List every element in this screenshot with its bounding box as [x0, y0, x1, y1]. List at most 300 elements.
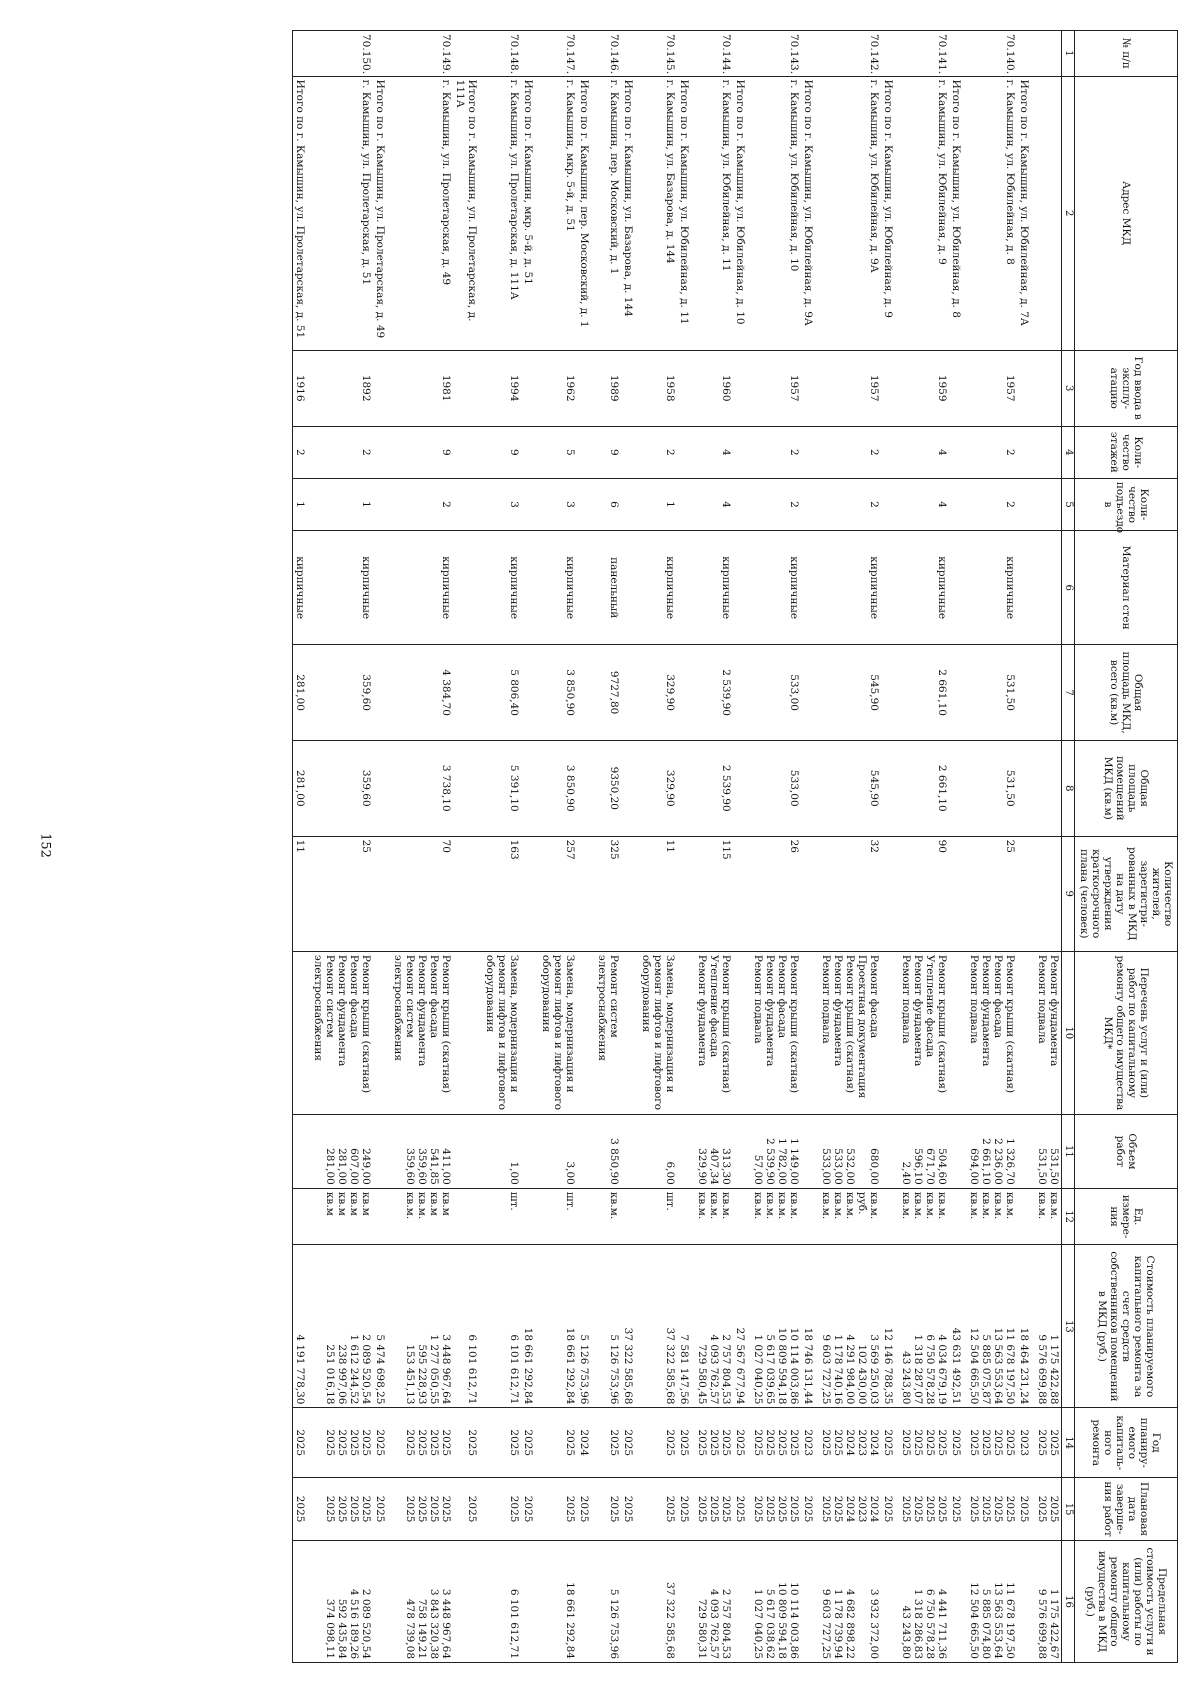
wall-material-cell: [949, 531, 967, 645]
cost-cell: 18 661 292,84: [539, 1245, 577, 1408]
summary-row: [1017, 31, 1035, 1663]
floors-cell: 2: [751, 426, 801, 478]
address-cell: г. Камышин, ул. Юбилейная, д. 9А: [819, 76, 881, 350]
residents-cell: 257: [539, 836, 577, 951]
entrances-cell: 6: [595, 478, 621, 530]
table-row: [311, 31, 373, 1663]
address-cell: Итого по г. Камышин, пер. Московский, д. 1: [577, 76, 595, 350]
year-built-cell: 1957: [967, 350, 1017, 426]
repair-year-cell: 2024: [577, 1408, 595, 1478]
wall-material-cell: [881, 531, 899, 645]
premises-area-cell: 2 539,90: [695, 740, 733, 836]
total-area-cell: 329,90: [639, 645, 677, 741]
address-cell: г. Камышин, ул. Пролетарская, д. 111А: [483, 76, 521, 350]
column-number: 1: [1062, 31, 1075, 77]
total-area-cell: [733, 645, 751, 741]
unit-cell: [453, 1188, 483, 1245]
cost-cell: 3 569 250,03 102 430,00 4 291 984,00 1 178 740,16 9 603 727,25: [819, 1245, 881, 1408]
column-header: Количество жителей, зарегистри-рованных в МКД на дату утверждения краткосрочного плана (человек): [1075, 836, 1178, 951]
year-built-cell: 1959: [899, 350, 949, 426]
works-list-cell: Ремонт крыши (скатная) Утепление фасада Ремонт фундамента Ремонт подвала: [899, 951, 949, 1114]
repair-plan-table: [292, 30, 1178, 1663]
end-date-cell: 2025: [621, 1478, 639, 1541]
entrances-cell: [373, 478, 391, 530]
total-area-cell: 359,60: [311, 645, 373, 741]
wall-material-cell: [801, 531, 819, 645]
volume-cell: [733, 1114, 751, 1188]
summary-row: [577, 31, 595, 1663]
summary-row: [521, 31, 539, 1663]
repair-year-cell: 2025 2025 2025 2025: [751, 1408, 801, 1478]
end-date-cell: 2025: [577, 1478, 595, 1541]
column-header: Перечень услуг и (или) работ по капитальному ремонту общего имущества МКД*: [1075, 951, 1178, 1114]
floors-cell: [621, 426, 639, 478]
premises-area-cell: 281,00: [293, 740, 312, 836]
works-list-cell: [881, 951, 899, 1114]
cost-cell: 2 757 804,53 4 093 762,57 729 580,45: [695, 1245, 733, 1408]
limit-cost-cell: 3 932 372,00 4 682 898,22 1 178 739,94 9 603 727,25: [819, 1541, 881, 1663]
premises-area-cell: [521, 740, 539, 836]
floors-cell: 9: [391, 426, 453, 478]
total-area-cell: 5 806,40: [483, 645, 521, 741]
total-area-cell: 2 539,90: [695, 645, 733, 741]
wall-material-cell: панельный: [595, 531, 621, 645]
entrances-cell: [677, 478, 695, 530]
total-area-cell: [373, 645, 391, 741]
end-date-cell: 2025: [677, 1478, 695, 1541]
limit-cost-cell: [293, 1541, 312, 1663]
year-built-cell: 1957: [819, 350, 881, 426]
address-cell: Итого по г. Камышин, ул. Базарова, д. 144: [621, 76, 639, 350]
row-number: 70.141.: [899, 31, 949, 77]
column-header: Предельная стоимость услуги и (или) работы по капитальному ремонту общего имущества в МКД (руб.): [1075, 1541, 1178, 1663]
address-cell: г. Камышин, ул. Базарова, д. 144: [639, 76, 677, 350]
cost-cell: 1 175 422,88 9 576 699,88: [1035, 1245, 1062, 1408]
end-date-cell: 2025: [453, 1478, 483, 1541]
unit-cell: [1017, 1188, 1035, 1245]
end-date-cell: 2025: [595, 1478, 621, 1541]
end-date-cell: 2025: [1017, 1478, 1035, 1541]
wall-material-cell: кирпичные: [967, 531, 1017, 645]
unit-cell: [881, 1188, 899, 1245]
row-number: [1017, 31, 1035, 77]
cost-cell: 6 101 612,71: [453, 1245, 483, 1408]
column-number: 11: [1062, 1114, 1075, 1188]
unit-cell: кв.м. кв.м.: [1035, 1188, 1062, 1245]
repair-year-cell: 2025: [453, 1408, 483, 1478]
entrances-cell: [1017, 478, 1035, 530]
repair-year-cell: 2023: [1017, 1408, 1035, 1478]
cost-cell: 4 191 778,30: [293, 1245, 312, 1408]
cost-cell: 5 126 753,96: [577, 1245, 595, 1408]
repair-year-cell: 2025: [677, 1408, 695, 1478]
unit-cell: кв.м.: [595, 1188, 621, 1245]
column-number: 14: [1062, 1408, 1075, 1478]
cost-cell: 4 034 679,19 6 750 578,28 1 318 287,07 43 243,80: [899, 1245, 949, 1408]
wall-material-cell: кирпичные: [539, 531, 577, 645]
works-list-cell: Ремонт систем электроснабжения: [595, 951, 621, 1114]
unit-cell: кв.м кв.м кв.м. кв.м.: [391, 1188, 453, 1245]
address-cell: Итого по г. Камышин, ул. Юбилейная, д. 10: [733, 76, 751, 350]
floors-cell: 2: [819, 426, 881, 478]
residents-cell: [373, 836, 391, 951]
premises-area-cell: [881, 740, 899, 836]
column-header: Стоимость планируемого капитального ремонта за счет средств собственников помещений в МКД (руб.): [1075, 1245, 1178, 1408]
unit-cell: шт.: [539, 1188, 577, 1245]
cost-cell: 5 474 698,25: [373, 1245, 391, 1408]
residents-cell: [801, 836, 819, 951]
repair-year-cell: 2025 2025 2025: [695, 1408, 733, 1478]
premises-area-cell: 533,00: [751, 740, 801, 836]
repair-year-cell: 2025 2025 2025 2025: [311, 1408, 373, 1478]
unit-cell: [621, 1188, 639, 1245]
limit-cost-cell: [521, 1541, 539, 1663]
wall-material-cell: [577, 531, 595, 645]
limit-cost-cell: [677, 1541, 695, 1663]
entrances-cell: 1: [293, 478, 312, 530]
limit-cost-cell: [1017, 1541, 1035, 1663]
address-cell: [1035, 76, 1062, 350]
volume-cell: [881, 1114, 899, 1188]
volume-cell: [577, 1114, 595, 1188]
repair-year-cell: 2025: [881, 1408, 899, 1478]
residents-cell: 11: [293, 836, 312, 951]
volume-cell: [1017, 1114, 1035, 1188]
year-built-cell: 1989: [595, 350, 621, 426]
column-header: Общая площадь МКД, всего (кв.м): [1075, 645, 1178, 741]
works-list-cell: [621, 951, 639, 1114]
limit-cost-cell: [453, 1541, 483, 1663]
address-cell: Итого по г. Камышин, ул. Юбилейная, д. 9А: [801, 76, 819, 350]
column-number: 12: [1062, 1188, 1075, 1245]
repair-year-cell: 2025: [373, 1408, 391, 1478]
floors-cell: [1035, 426, 1062, 478]
floors-cell: [373, 426, 391, 478]
table-row: [967, 31, 1017, 1663]
unit-cell: [293, 1188, 312, 1245]
address-cell: г. Камышин, ул. Юбилейная, д. 9: [899, 76, 949, 350]
volume-cell: 249,00 607,00 281,00 281,00: [311, 1114, 373, 1188]
cost-cell: 18 464 231,24: [1017, 1245, 1035, 1408]
repair-year-cell: 2025: [595, 1408, 621, 1478]
works-list-cell: [293, 951, 312, 1114]
premises-area-cell: [577, 740, 595, 836]
works-list-cell: Замена, модернизация и ремонт лифтов и лифтового оборудования: [483, 951, 521, 1114]
entrances-cell: [881, 478, 899, 530]
year-built-cell: [521, 350, 539, 426]
row-number: [949, 31, 967, 77]
floors-cell: 9: [595, 426, 621, 478]
address-cell: г. Камышин, ул. Пролетарская, д. 49: [391, 76, 453, 350]
end-date-cell: 2025: [539, 1478, 577, 1541]
repair-year-cell: 2025 2025 2025 2025: [967, 1408, 1017, 1478]
floors-cell: [453, 426, 483, 478]
premises-area-cell: [373, 740, 391, 836]
residents-cell: 70: [391, 836, 453, 951]
volume-cell: 531,50 531,50: [1035, 1114, 1062, 1188]
row-number: [293, 31, 312, 77]
limit-cost-cell: 37 322 585,68: [639, 1541, 677, 1663]
repair-year-cell: 2024 2023 2024 2025 2025: [819, 1408, 881, 1478]
cost-cell: 37 322 585,68: [639, 1245, 677, 1408]
total-area-cell: 545,90: [819, 645, 881, 741]
works-list-cell: Ремонт фундамента Ремонт подвала: [1035, 951, 1062, 1114]
row-number: 70.146.: [595, 31, 621, 77]
total-area-cell: 3 850,90: [539, 645, 577, 741]
address-cell: г. Камышин, ул. Юбилейная, д. 10: [751, 76, 801, 350]
column-number: 6: [1062, 531, 1075, 645]
floors-cell: [949, 426, 967, 478]
volume-cell: [677, 1114, 695, 1188]
floors-cell: [521, 426, 539, 478]
premises-area-cell: 545,90: [819, 740, 881, 836]
works-list-cell: [677, 951, 695, 1114]
address-cell: Итого по г. Камышин, ул. Пролетарская, д. 111А: [453, 76, 483, 350]
entrances-cell: 2: [967, 478, 1017, 530]
residents-cell: [1035, 836, 1062, 951]
works-list-cell: Замена, модернизация и ремонт лифтов и лифтового оборудования: [639, 951, 677, 1114]
row-number: 70.150.: [311, 31, 373, 77]
row-number: [733, 31, 751, 77]
address-cell: г. Камышин, мкр. 5-й, д. 51: [539, 76, 577, 350]
volume-cell: [293, 1114, 312, 1188]
wall-material-cell: кирпичные: [751, 531, 801, 645]
entrances-cell: [949, 478, 967, 530]
works-list-cell: [521, 951, 539, 1114]
unit-cell: кв.м. кв.м. кв.м. кв.м.: [967, 1188, 1017, 1245]
premises-area-cell: 531,50: [967, 740, 1017, 836]
address-cell: г. Камышин, ул. Юбилейная, д. 8: [967, 76, 1017, 350]
summary-row: [293, 31, 312, 1663]
wall-material-cell: кирпичные: [391, 531, 453, 645]
limit-cost-cell: 1 175 422,67 9 576 699,88: [1035, 1541, 1062, 1663]
volume-cell: 1 149,00 1 782,00 2 539,90 57,00: [751, 1114, 801, 1188]
end-date-cell: 2025 2025 2025 2025: [311, 1478, 373, 1541]
total-area-cell: [521, 645, 539, 741]
table-row: [819, 31, 881, 1663]
unit-cell: [801, 1188, 819, 1245]
repair-year-cell: 2025 2025 2025 2025: [899, 1408, 949, 1478]
year-built-cell: 1958: [639, 350, 677, 426]
limit-cost-cell: [621, 1541, 639, 1663]
summary-row: [677, 31, 695, 1663]
address-cell: Итого по г. Камышин, мкр. 5-й, д. 51: [521, 76, 539, 350]
address-cell: Итого по г. Камышин, ул. Юбилейная, д. 8: [949, 76, 967, 350]
cost-cell: 11 678 197,50 13 563 553,64 5 885 075,87 12 504 665,50: [967, 1245, 1017, 1408]
repair-year-cell: 2023: [801, 1408, 819, 1478]
end-date-cell: 2025: [949, 1478, 967, 1541]
premises-area-cell: 329,90: [639, 740, 677, 836]
total-area-cell: [1017, 645, 1035, 741]
column-number: 4: [1062, 426, 1075, 478]
residents-cell: 90: [899, 836, 949, 951]
limit-cost-cell: [881, 1541, 899, 1663]
row-number: [577, 31, 595, 77]
limit-cost-cell: 11 678 197,50 13 563 553,64 5 885 074,80 12 504 665,50: [967, 1541, 1017, 1663]
row-number: [881, 31, 899, 77]
year-built-cell: [1017, 350, 1035, 426]
floors-cell: 4: [899, 426, 949, 478]
cost-cell: 10 114 003,86 10 809 594,18 5 617 039,65 1 027 040,25: [751, 1245, 801, 1408]
column-number: 5: [1062, 478, 1075, 530]
repair-year-cell: 2025 2025: [1035, 1408, 1062, 1478]
summary-row: [881, 31, 899, 1663]
unit-cell: шт.: [639, 1188, 677, 1245]
volume-cell: 1,00: [483, 1114, 521, 1188]
summary-row: [453, 31, 483, 1663]
works-list-cell: Ремонт фасада Проектная документация Ремонт крыши (скатная) Ремонт фундамента Ремонт подвала: [819, 951, 881, 1114]
address-cell: Итого по г. Камышин, ул. Юбилейная, д. 9: [881, 76, 899, 350]
floors-cell: 5: [539, 426, 577, 478]
column-header: Адрес МКД: [1075, 76, 1178, 350]
end-date-cell: 2025: [733, 1478, 751, 1541]
entrances-cell: 4: [899, 478, 949, 530]
year-built-cell: [621, 350, 639, 426]
volume-cell: [621, 1114, 639, 1188]
volume-cell: 3,00: [539, 1114, 577, 1188]
floors-cell: [1017, 426, 1035, 478]
end-date-cell: 2025: [373, 1478, 391, 1541]
floors-cell: [677, 426, 695, 478]
entrances-cell: [1035, 478, 1062, 530]
total-area-cell: [577, 645, 595, 741]
column-header: Материал стен: [1075, 531, 1178, 645]
limit-cost-cell: [949, 1541, 967, 1663]
row-number: [1035, 31, 1062, 77]
residents-cell: [949, 836, 967, 951]
column-number: 10: [1062, 951, 1075, 1114]
table-row: [1035, 31, 1062, 1663]
table-row: [539, 31, 577, 1663]
summary-row: [949, 31, 967, 1663]
page-number: 152: [37, 833, 53, 858]
end-date-cell: 2025: [483, 1478, 521, 1541]
year-built-cell: [801, 350, 819, 426]
limit-cost-cell: [373, 1541, 391, 1663]
cost-cell: 27 567 677,94: [733, 1245, 751, 1408]
floors-cell: 2: [967, 426, 1017, 478]
column-header: Ед. измере-ния: [1075, 1188, 1178, 1245]
column-header: Год ввода в эксплу-атацию: [1075, 350, 1178, 426]
total-area-cell: 9727,80: [595, 645, 621, 741]
row-number: 70.142.: [819, 31, 881, 77]
limit-cost-cell: 2 089 520,54 4 516 189,26 592 435,84 374 098,11: [311, 1541, 373, 1663]
premises-area-cell: 9350,20: [595, 740, 621, 836]
total-area-cell: 533,00: [751, 645, 801, 741]
row-number: 70.145.: [639, 31, 677, 77]
end-date-cell: 2025 2025: [1035, 1478, 1062, 1541]
row-number: [621, 31, 639, 77]
volume-cell: 3 850,90: [595, 1114, 621, 1188]
works-list-cell: Ремонт крыши (скатная) Ремонт фасада Ремонт фундамента Ремонт систем электроснабжения: [311, 951, 373, 1114]
address-cell: г. Камышин, пер. Московский, д. 1: [595, 76, 621, 350]
floors-cell: 2: [293, 426, 312, 478]
address-cell: Итого по г. Камышин, ул. Пролетарская, д. 51: [293, 76, 312, 350]
volume-cell: 504,60 671,70 596,10 2,40: [899, 1114, 949, 1188]
end-date-cell: 2025 2025 2025 2025: [899, 1478, 949, 1541]
wall-material-cell: кирпичные: [483, 531, 521, 645]
limit-cost-cell: [577, 1541, 595, 1663]
year-built-cell: [577, 350, 595, 426]
year-built-cell: [677, 350, 695, 426]
row-number: [453, 31, 483, 77]
repair-year-cell: 2025: [539, 1408, 577, 1478]
wall-material-cell: [1017, 531, 1035, 645]
works-list-cell: [453, 951, 483, 1114]
premises-area-cell: 5 391,10: [483, 740, 521, 836]
cost-cell: 43 631 492,51: [949, 1245, 967, 1408]
year-built-cell: [373, 350, 391, 426]
wall-material-cell: [677, 531, 695, 645]
total-area-cell: [801, 645, 819, 741]
column-number: 15: [1062, 1478, 1075, 1541]
row-number: 70.147.: [539, 31, 577, 77]
entrances-cell: 1: [311, 478, 373, 530]
column-header: № п/п: [1075, 31, 1178, 77]
cost-cell: 12 146 788,35: [881, 1245, 899, 1408]
year-built-cell: [881, 350, 899, 426]
total-area-cell: 281,00: [293, 645, 312, 741]
floors-cell: [881, 426, 899, 478]
unit-cell: шт.: [483, 1188, 521, 1245]
column-number: 8: [1062, 740, 1075, 836]
entrances-cell: 3: [483, 478, 521, 530]
repair-year-cell: 2025: [521, 1408, 539, 1478]
end-date-cell: 2025 2025 2025 2025: [751, 1478, 801, 1541]
entrances-cell: 3: [539, 478, 577, 530]
total-area-cell: 531,50: [967, 645, 1017, 741]
table-row: [751, 31, 801, 1663]
end-date-cell: 2024 2023 2024 2025 2025: [819, 1478, 881, 1541]
volume-cell: 313,30 407,34 329,90: [695, 1114, 733, 1188]
end-date-cell: 2025: [293, 1478, 312, 1541]
residents-cell: [521, 836, 539, 951]
row-number: [521, 31, 539, 77]
floors-cell: [577, 426, 595, 478]
total-area-cell: [621, 645, 639, 741]
end-date-cell: 2025: [639, 1478, 677, 1541]
entrances-cell: 2: [819, 478, 881, 530]
year-built-cell: 1957: [751, 350, 801, 426]
end-date-cell: 2025: [881, 1478, 899, 1541]
wall-material-cell: [521, 531, 539, 645]
unit-cell: [577, 1188, 595, 1245]
year-built-cell: 1892: [311, 350, 373, 426]
repair-year-cell: 2025: [949, 1408, 967, 1478]
unit-cell: [949, 1188, 967, 1245]
works-list-cell: Замена, модернизация и ремонт лифтов и лифтового оборудования: [539, 951, 577, 1114]
residents-cell: 115: [695, 836, 733, 951]
table-row: [639, 31, 677, 1663]
entrances-cell: 2: [751, 478, 801, 530]
column-number: 3: [1062, 350, 1075, 426]
residents-cell: [453, 836, 483, 951]
cost-cell: 18 661 292,84: [521, 1245, 539, 1408]
floors-cell: [733, 426, 751, 478]
residents-cell: 25: [311, 836, 373, 951]
address-cell: г. Камышин, ул. Пролетарская, д. 51: [311, 76, 373, 350]
repair-year-cell: 2025: [293, 1408, 312, 1478]
entrances-cell: [453, 478, 483, 530]
end-date-cell: 2025 2025 2025: [695, 1478, 733, 1541]
limit-cost-cell: 2 757 804,53 4 093 762,57 729 580,31: [695, 1541, 733, 1663]
works-list-cell: [949, 951, 967, 1114]
end-date-cell: 2025 2025 2025 2025: [391, 1478, 453, 1541]
total-area-cell: [453, 645, 483, 741]
summary-row: [801, 31, 819, 1663]
year-built-cell: [1035, 350, 1062, 426]
wall-material-cell: [453, 531, 483, 645]
